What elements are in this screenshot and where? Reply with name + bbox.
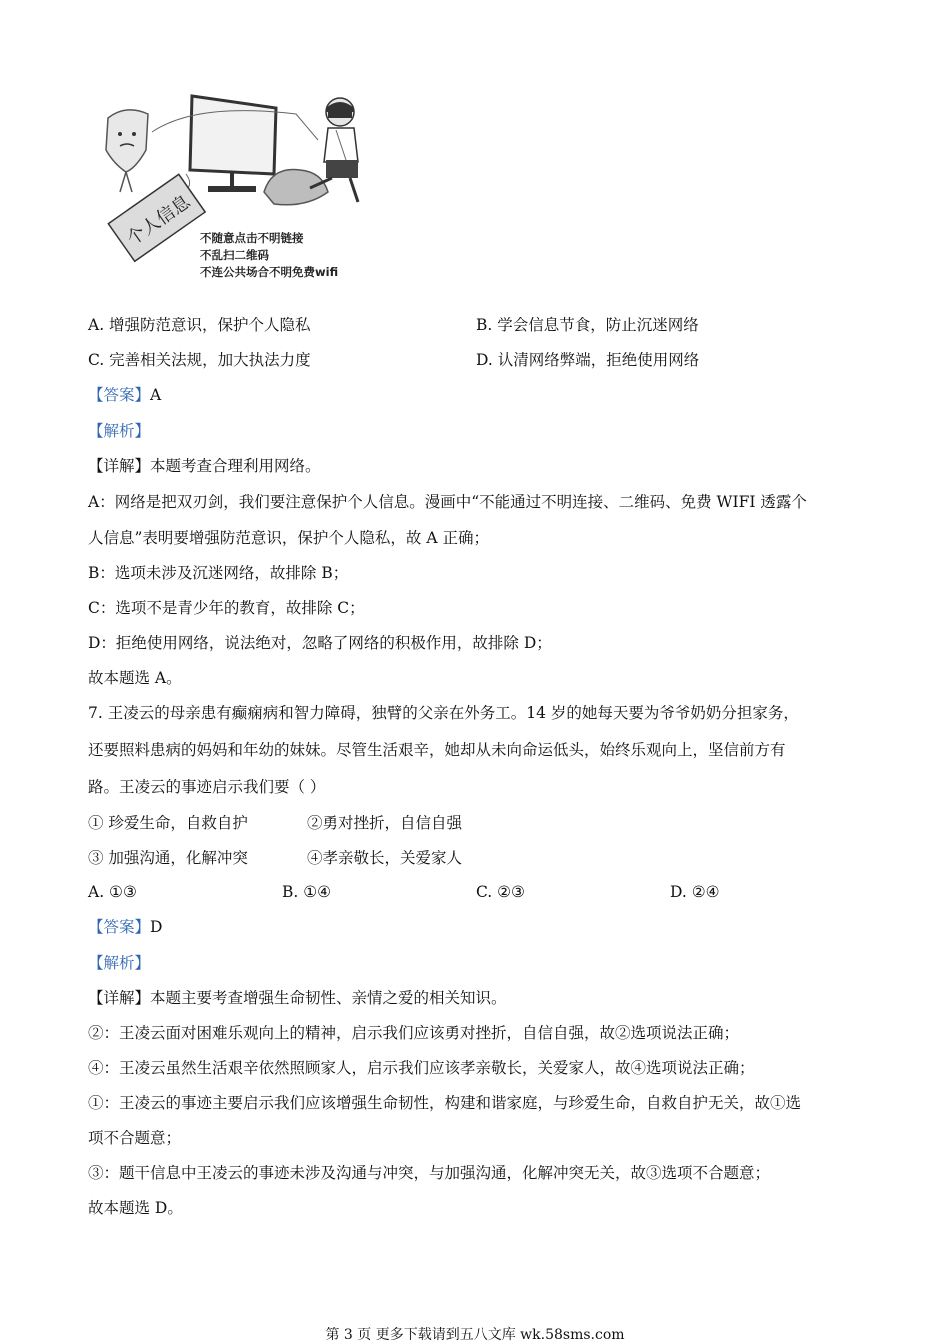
answer-value: D bbox=[150, 918, 163, 936]
q6-analysis-tag: 【解析】 bbox=[88, 422, 151, 440]
personal-info-sign bbox=[108, 174, 205, 261]
svg-text:个人信息: 个人信息 bbox=[123, 191, 195, 250]
q7-explanation-line: ③：题干信息中王凌云的事迹未涉及沟通与冲突，与加强沟通，化解冲突无关，故③选项不合题意； bbox=[88, 1164, 771, 1182]
q7-explanation-line: 项不合题意； bbox=[88, 1129, 182, 1147]
q7-stem-line: 7. 王凌云的母亲患有癫痫病和智力障碍，独臂的父亲在外务工。14 岁的她每天要为爷爷奶奶分担家务， bbox=[88, 704, 799, 722]
q7-explanation-line: ①：王凌云的事迹主要启示我们应该增强生命韧性，构建和谐家庭，与珍爱生命，自救自护无关，故①选 bbox=[88, 1094, 802, 1112]
page-footer: 第 3 页 更多下载请到五八文库 wk.58sms.com bbox=[325, 1327, 625, 1343]
q6-option-d: D. 认清网络弊端，拒绝使用网络 bbox=[476, 351, 700, 369]
q7-option-d: D. ②④ bbox=[670, 883, 720, 901]
cartoon-illustration bbox=[96, 92, 386, 282]
q7-option-a: A. ①③ bbox=[88, 883, 137, 901]
q7-stem-line: 路。王凌云的事迹启示我们要（ ） bbox=[88, 778, 326, 796]
shield-character bbox=[106, 110, 148, 172]
q7-item-4: ④孝亲敬长，关爱家人 bbox=[307, 849, 463, 867]
q7-explanation-line: ④：王凌云虽然生活艰辛依然照顾家人，启示我们应该孝亲敬长，关爱家人，故④选项说法正确； bbox=[88, 1059, 755, 1077]
q7-option-c: C. ②③ bbox=[476, 883, 525, 901]
q6-explanation-line: 人信息”表明要增强防范意识，保护个人隐私，故 A 正确； bbox=[88, 529, 489, 547]
q6-explanation-line: 故本题选 A。 bbox=[88, 669, 182, 687]
q7-analysis-tag: 【解析】 bbox=[88, 954, 151, 972]
answer-tag: 【答案】 bbox=[88, 918, 151, 936]
q6-answer bbox=[88, 385, 161, 405]
caption-line: 不连公共场合不明免费wifi bbox=[200, 265, 339, 279]
q7-answer bbox=[88, 917, 162, 937]
q6-explanation-line: C：选项不是青少年的教育，故排除 C； bbox=[88, 599, 365, 617]
q6-explanation-line: B：选项未涉及沉迷网络，故排除 B； bbox=[88, 564, 349, 582]
q7-item-1: ① 珍爱生命，自救自护 bbox=[88, 814, 248, 832]
q7-explanation-line: 故本题选 D。 bbox=[88, 1199, 183, 1217]
q6-option-b: B. 学会信息节食，防止沉迷网络 bbox=[476, 316, 699, 334]
q6-explanation-line: D：拒绝使用网络，说法绝对，忽略了网络的积极作用，故排除 D； bbox=[88, 634, 552, 652]
caption-line: 不随意点击不明链接 bbox=[200, 231, 304, 245]
q6-detail: 【详解】本题考查合理利用网络。 bbox=[88, 457, 321, 475]
answer-tag: 【答案】 bbox=[88, 386, 151, 404]
q7-detail: 【详解】本题主要考查增强生命韧性、亲情之爱的相关知识。 bbox=[88, 989, 507, 1007]
q7-item-2: ②勇对挫折，自信自强 bbox=[307, 814, 463, 832]
q7-option-b: B. ①④ bbox=[282, 883, 332, 901]
computer-monitor bbox=[190, 96, 276, 174]
answer-value: A bbox=[150, 386, 162, 404]
q6-option-a: A. 增强防范意识，保护个人隐私 bbox=[88, 316, 311, 334]
q7-item-3: ③ 加强沟通，化解冲突 bbox=[88, 849, 248, 867]
caption-line: 不乱扫二维码 bbox=[200, 248, 269, 262]
q7-stem-line: 还要照料患病的妈妈和年幼的妹妹。尽管生活艰辛，她却从未向命运低头，始终乐观向上，坚信前方有 bbox=[88, 741, 786, 759]
q6-explanation-line: A：网络是把双刃剑，我们要注意保护个人信息。漫画中“不能通过不明连接、二维码、免费 WIFI 透露个 bbox=[88, 493, 807, 511]
q6-option-c: C. 完善相关法规，加大执法力度 bbox=[88, 351, 311, 369]
q7-explanation-line: ②：王凌云面对困难乐观向上的精神，启示我们应该勇对挫折，自信自强，故②选项说法正确； bbox=[88, 1024, 740, 1042]
